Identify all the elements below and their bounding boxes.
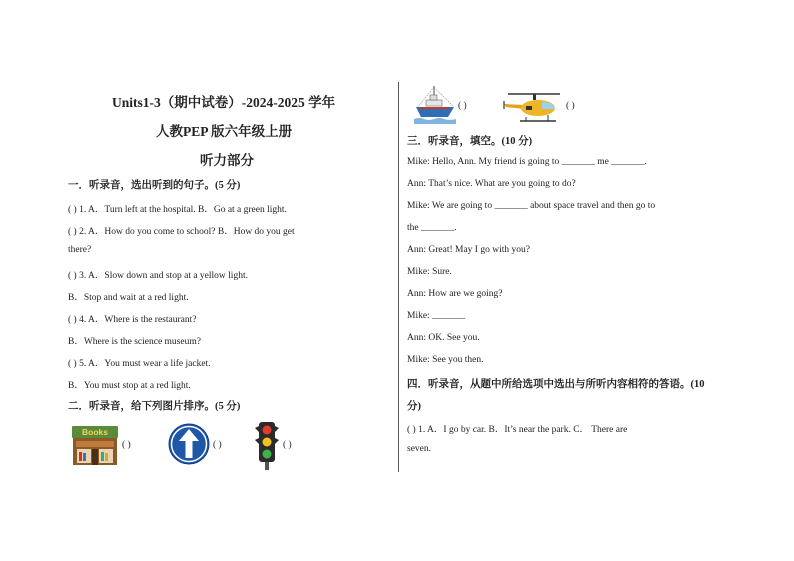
dialogue-line-3-cont: the _______. bbox=[407, 223, 457, 233]
page-title: Units1-3（期中试卷）-2024-2025 学年 bbox=[112, 95, 336, 110]
picture-3-blank: ( ) bbox=[283, 440, 292, 450]
go-straight-sign-icon bbox=[168, 423, 210, 465]
bookstore-sign-text: Books bbox=[82, 427, 108, 437]
section-4-heading-cont: 分) bbox=[407, 401, 421, 412]
dialogue-line-3: Mike: We are going to _______ about space travel and then go to bbox=[407, 201, 656, 211]
question-3: ( ) 3. A．Slow down and stop at a yellow light. bbox=[68, 271, 248, 281]
question-1: ( ) 1. A．Turn left at the hospital. B．Go at a green light. bbox=[68, 205, 287, 215]
ship-icon bbox=[414, 84, 456, 126]
dialogue-line-9: Mike: See you then. bbox=[407, 355, 484, 365]
question-5-option-b: B．You must stop at a red light. bbox=[68, 381, 191, 391]
part-heading: 听力部分 bbox=[200, 153, 254, 168]
helicopter-blank: ( ) bbox=[566, 101, 575, 111]
question-2: ( ) 2. A．How do you come to school? B．How do you get bbox=[68, 227, 295, 237]
dialogue-line-1: Mike: Hello, Ann. My friend is going to _______ me _______. bbox=[407, 157, 647, 167]
dialogue-line-6: Ann: How are we going? bbox=[407, 289, 503, 299]
question-4-option-b: B．Where is the science museum? bbox=[68, 337, 201, 347]
picture-2-blank: ( ) bbox=[213, 440, 222, 450]
traffic-light-icon bbox=[254, 420, 280, 470]
section-2-heading: 二．听录音，给下列图片排序。(5 分) bbox=[68, 401, 241, 412]
page-subtitle: 人教PEP 版六年级上册 bbox=[156, 124, 293, 139]
question-2-cont: there? bbox=[68, 245, 92, 255]
bookstore-icon bbox=[70, 423, 120, 467]
helicopter-icon bbox=[502, 90, 564, 126]
ship-blank: ( ) bbox=[458, 101, 467, 111]
question-5: ( ) 5. A．You must wear a life jacket. bbox=[68, 359, 211, 369]
question-3-option-b: B．Stop and wait at a red light. bbox=[68, 293, 189, 303]
response-question-1-cont: seven. bbox=[407, 444, 432, 454]
picture-1-blank: ( ) bbox=[122, 440, 131, 450]
column-divider bbox=[398, 82, 399, 472]
dialogue-line-8: Ann: OK. See you. bbox=[407, 333, 480, 343]
section-4-heading: 四．听录音，从题中所给选项中选出与所听内容相符的答语。(10 bbox=[407, 379, 705, 390]
dialogue-line-5: Mike: Sure. bbox=[407, 267, 452, 277]
section-1-heading: 一．听录音，选出听到的句子。(5 分) bbox=[68, 180, 241, 191]
question-4: ( ) 4. A．Where is the restaurant? bbox=[68, 315, 197, 325]
section-3-heading: 三．听录音，填空。(10 分) bbox=[407, 136, 533, 147]
dialogue-line-4: Ann: Great! May I go with you? bbox=[407, 245, 530, 255]
dialogue-line-2: Ann: That’s nice. What are you going to do? bbox=[407, 179, 576, 189]
dialogue-line-7: Mike: _______ bbox=[407, 311, 466, 321]
response-question-1: ( ) 1. A．I go by car. B．It’s near the park. C． There are bbox=[407, 425, 628, 435]
